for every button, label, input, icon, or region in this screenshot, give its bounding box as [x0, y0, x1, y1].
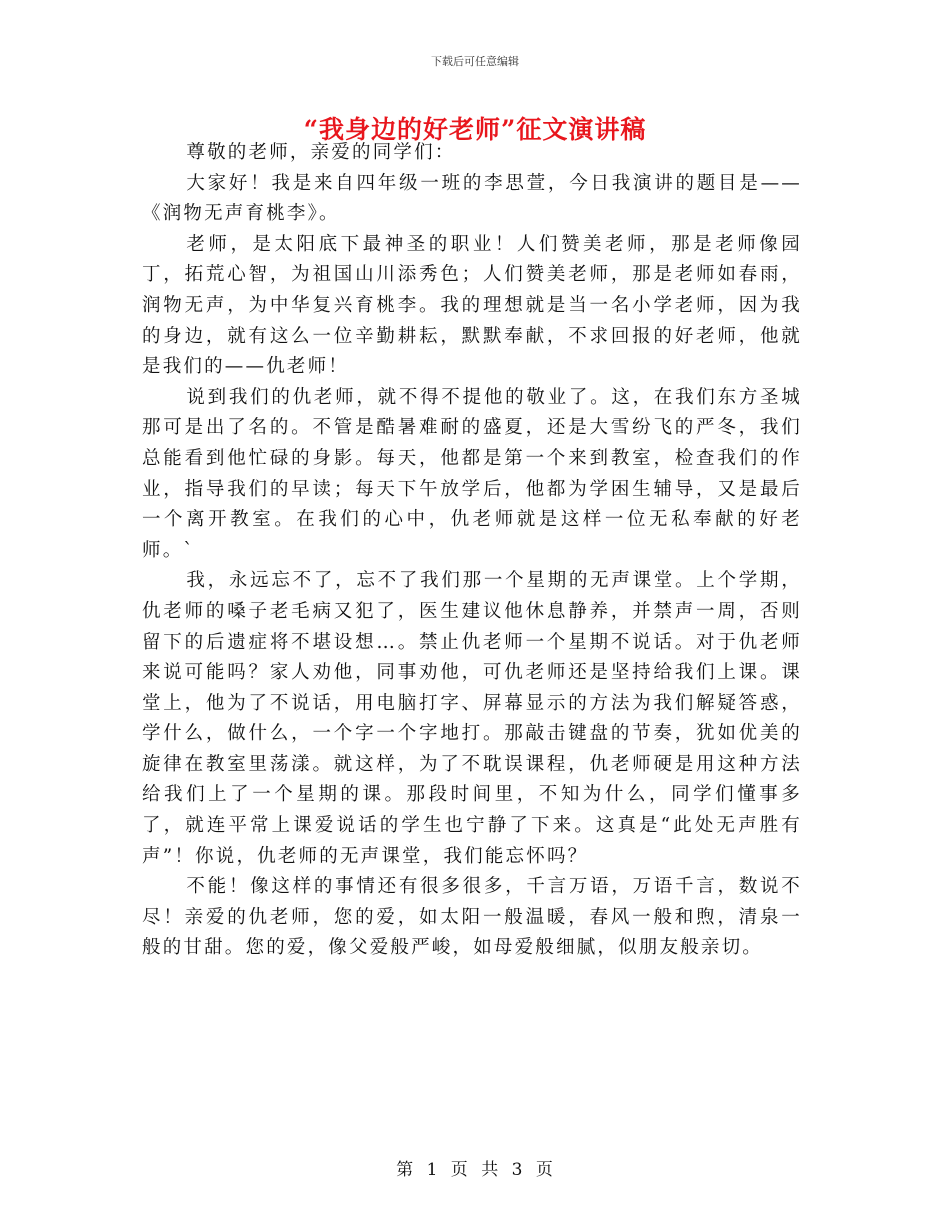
footer-total-unit: 页 [535, 1160, 554, 1180]
footer-page-number: 1 [426, 1160, 439, 1180]
page-footer [0, 1155, 950, 1180]
paragraph-closing: 不能！像这样的事情还有很多很多，千言万语，万语千言，数说不尽！亲爱的仇老师，您的爱，如太阳一般温暖，春风一般和煦，清泉一般的甘甜。您的爱，像父爱般严峻，如母爱般细腻，似朋友般亲切。 [142, 876, 802, 959]
paragraph-teacher-profession: 老师，是太阳底下最神圣的职业！人们赞美老师，那是老师像园丁，拓荒心智，为祖国山川添秀色；人们赞美老师，那是老师如春雨，润物无声，为中华复兴育桃李。我的理想就是当一名小学老师，因为我的身边，就有这么一位辛勤耕耘，默默奉献，不求回报的好老师，他就是我们的——仇老师！ [142, 233, 802, 378]
footer-total-word: 共 [481, 1160, 500, 1180]
paragraph-greeting: 大家好！我是来自四年级一班的李思萱，今日我演讲的题目是——《润物无声育桃李》。 [142, 172, 802, 225]
header-note: 下载后可任意编辑 [431, 55, 519, 68]
page-title: “我身边的好老师”征文演讲稿 [303, 115, 647, 144]
footer-page-unit: 页 [450, 1160, 469, 1180]
paragraph-dedication: 说到我们的仇老师，就不得不提他的敬业了。这，在我们东方圣城那可是出了名的。不管是酷暑难耐的盛夏，还是大雪纷飞的严冬，我们总能看到他忙碌的身影。每天，他都是第一个来到教室，检查我们的作业，指导我们的早读；每天下午放学后，他都为学困生辅导，又是最后一个离开教室。在我们的心中，仇老师就是这样一位无私奉献的好老师。` [142, 386, 802, 561]
paragraph-silent-classroom: 我，永远忘不了，忘不了我们那一个星期的无声课堂。上个学期，仇老师的嗓子老毛病又犯了，医生建议他休息静养，并禁声一周，否则留下的后遗症将不堪设想…。禁止仇老师一个星期不说话。对于仇老师来说可能吗？家人劝他，同事劝他，可仇老师还是坚持给我们上课。课堂上，他为了不说话，用电脑打字、屏幕显示的方法为我们解疑答惑，学什么，做什么，一个字一个字地打。那敲击键盘的节奏，犹如优美的旋律在教室里荡漾。就这样，为了不耽误课程，仇老师硬是用这种方法给我们上了一个星期的课。那段时间里，不知为什么，同学们懂事多了，就连平常上课爱说话的学生也宁静了下来。这真是“此处无声胜有声”！你说，仇老师的无声课堂，我们能忘怀吗？ [142, 570, 802, 867]
document-body [142, 138, 802, 964]
footer-page-word: 第 [396, 1160, 415, 1180]
footer-total-pages: 3 [511, 1160, 524, 1180]
paragraph-salutation: 尊敬的老师，亲爱的同学们： [186, 142, 456, 163]
